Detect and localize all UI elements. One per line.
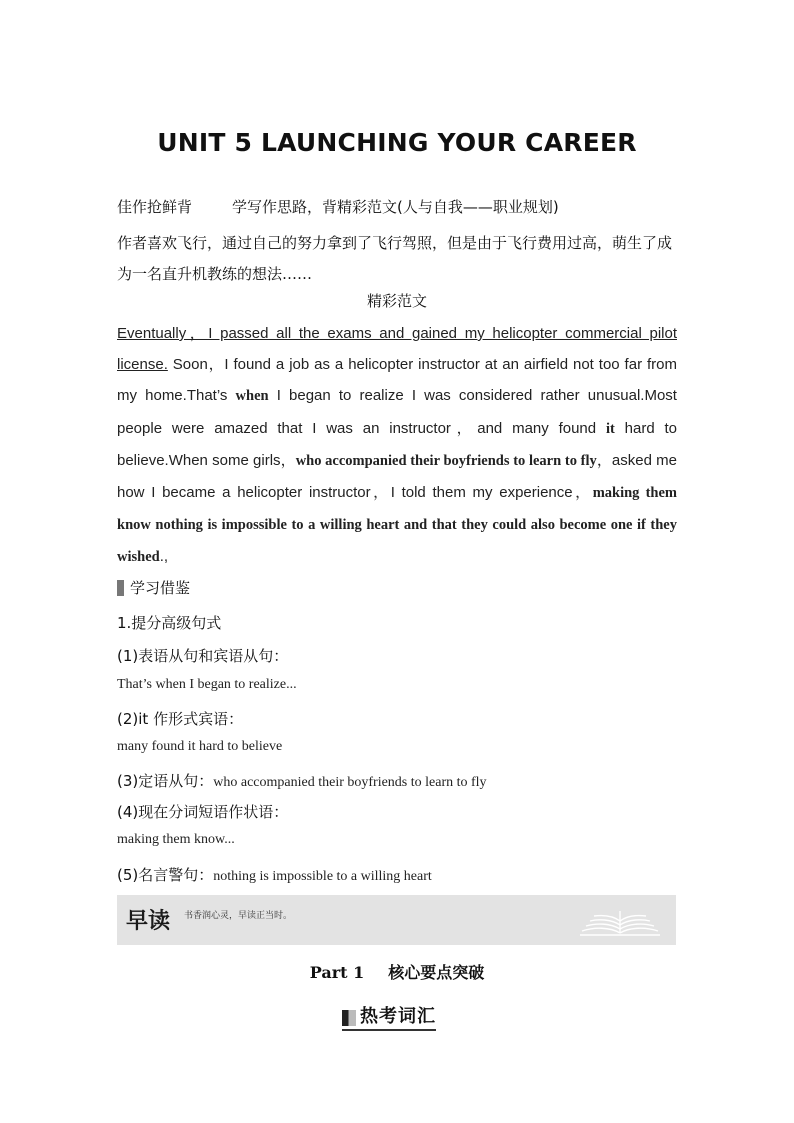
section-marker-icon: [342, 1010, 356, 1026]
model-essay: [117, 318, 677, 574]
essay-bold-when: when: [235, 388, 269, 405]
intro-subtitle: 学写作思路，背精彩范文(人与自我——职业规划): [232, 198, 559, 216]
item-2-label: (2)it 作形式宾语：: [117, 710, 244, 728]
study-heading: [117, 577, 190, 598]
point-1: 1.提分高级句式: [117, 614, 222, 632]
essay-bold-it: it: [605, 420, 615, 437]
morning-reading-slogan: 书香润心灵，早读正当时。: [184, 911, 293, 921]
item-1-example: That’s when I began to realize...: [117, 677, 297, 692]
intro-tag: 佳作抢鲜背: [117, 198, 193, 216]
unit-title: UNIT 5 LAUNCHING YOUR CAREER: [157, 128, 637, 157]
essay-bold-clause: who accompanied their boyfriends to learn to fly: [295, 452, 597, 469]
essay-text: hard to believe.When some girls，: [117, 419, 677, 469]
intro-summary: 作者喜欢飞行，通过自己的努力拿到了飞行驾照，但是由于飞行费用过高，萌生了成为一名直升机教练的想法……: [117, 234, 673, 283]
study-heading-label: 学习借鉴: [130, 579, 191, 597]
morning-reading-banner: [117, 895, 676, 945]
item-3-label: (3)定语从句：: [117, 772, 214, 790]
hot-words-heading: [342, 1002, 436, 1031]
item-2-example: many found it hard to believe: [117, 739, 283, 754]
item-5-example: nothing is impossible to a willing heart: [213, 869, 432, 884]
item-4-example: making them know...: [117, 832, 235, 847]
item-3-example: who accompanied their boyfriends to learn to fly: [213, 775, 487, 790]
part-label: Part 1: [309, 963, 365, 982]
essay-text: Soon，I found a job as a helicopter instructor at an airfield not too far from my home.That’s: [117, 356, 677, 405]
item-5: [117, 864, 432, 885]
essay-ending: .,: [159, 548, 169, 566]
essay-text: ，asked me how I became a helicopter instructor，I told them my experience，: [117, 451, 678, 502]
essay-underlined-sentence: Eventually，I passed all the exams and gained my helicopter commercial pilot license.: [117, 325, 677, 374]
hot-words-label: 热考词汇: [360, 1006, 436, 1027]
part-title: 核心要点突破: [388, 963, 485, 982]
essay-bold-participle: making them know nothing is impossible to a willing heart and that they could also become one if they wished: [117, 485, 677, 566]
part-heading: [0, 960, 794, 983]
open-book-icon: [578, 903, 662, 939]
essay-text: I began to realize I was considered rather unusual.Most people were amazed that I was an instructor，and many found: [117, 387, 677, 437]
item-1-label: (1)表语从句和宾语从句：: [117, 647, 289, 665]
item-5-label: (5)名言警句：: [117, 866, 214, 884]
section-bar-icon: [117, 580, 124, 596]
morning-reading-title: 早读: [126, 908, 171, 934]
intro-header: [117, 196, 559, 217]
essay-heading: 精彩范文: [366, 292, 427, 310]
item-4-label: (4)现在分词短语作状语：: [117, 803, 289, 821]
item-3: [117, 770, 487, 791]
